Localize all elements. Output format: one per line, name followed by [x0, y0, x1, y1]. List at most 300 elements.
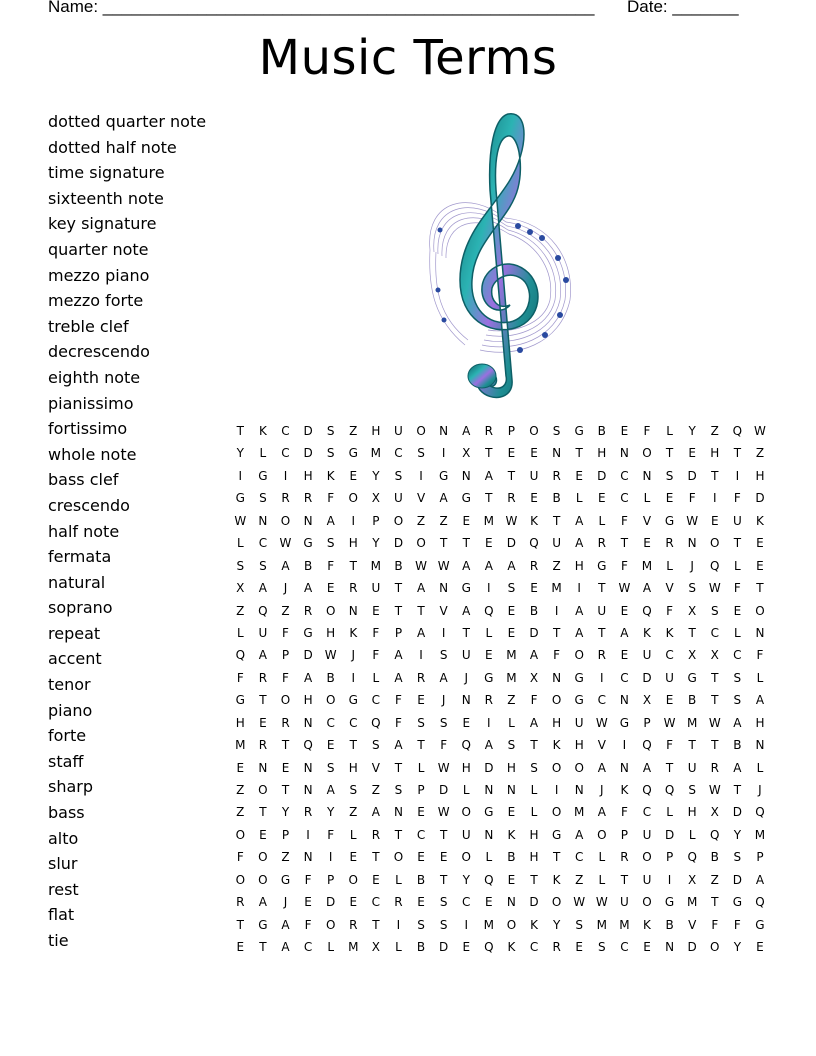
grid-letter: S: [688, 783, 696, 797]
word-list-item: staff: [48, 751, 84, 771]
grid-letter: T: [733, 783, 742, 797]
grid-letter: C: [349, 715, 358, 730]
grid-letter: G: [258, 468, 268, 483]
grid-letter: P: [665, 850, 674, 865]
grid-letter: Q: [461, 738, 471, 753]
grid-letter: T: [711, 738, 719, 753]
word-list-item: dotted half note: [48, 137, 177, 157]
grid-letter: U: [461, 648, 471, 663]
word-list-item: crescendo: [48, 495, 130, 515]
grid-letter: H: [529, 850, 539, 865]
word-search-grid: [229, 420, 771, 959]
grid-letter: H: [710, 446, 720, 461]
grid-letter: E: [372, 603, 380, 618]
grid-letter: I: [441, 625, 446, 640]
grid-letter: P: [756, 850, 764, 865]
grid-letter: Q: [642, 603, 652, 618]
grid-letter: G: [303, 536, 313, 551]
grid-letter: R: [484, 424, 493, 438]
grid-letter: X: [710, 648, 719, 663]
grid-letter: Y: [327, 805, 335, 820]
grid-letter: O: [642, 446, 652, 461]
grid-letter: E: [598, 491, 606, 506]
grid-letter: Q: [710, 558, 720, 573]
grid-letter: X: [688, 603, 697, 618]
grid-letter: A: [597, 805, 606, 820]
grid-letter: D: [687, 468, 697, 483]
grid-row: [229, 914, 771, 936]
grid-letter: E: [439, 850, 448, 865]
grid-row: [229, 465, 771, 487]
grid-letter: Z: [710, 424, 719, 438]
grid-letter: O: [235, 872, 246, 887]
grid-letter: D: [642, 670, 652, 685]
grid-letter: A: [281, 940, 290, 955]
grid-letter: L: [666, 558, 673, 573]
header: [48, 0, 739, 17]
grid-letter: F: [236, 850, 244, 865]
grid-letter: Q: [664, 783, 675, 797]
grid-row: [229, 487, 771, 509]
grid-letter: Y: [281, 805, 290, 820]
grid-letter: S: [688, 581, 696, 596]
grid-letter: T: [394, 827, 403, 842]
grid-letter: S: [507, 581, 516, 596]
grid-letter: E: [530, 581, 538, 596]
grid-letter: Z: [575, 872, 584, 887]
grid-letter: S: [394, 783, 403, 797]
grid-letter: X: [462, 446, 471, 461]
grid-letter: C: [620, 491, 629, 506]
grid-letter: A: [733, 760, 742, 775]
grid-letter: G: [348, 446, 358, 461]
grid-letter: Q: [732, 424, 743, 438]
grid-letter: N: [303, 760, 313, 775]
grid-letter: E: [417, 805, 425, 820]
grid-letter: G: [461, 491, 471, 506]
grid-letter: N: [755, 625, 765, 640]
word-list-item: alto: [48, 828, 79, 848]
grid-letter: W: [279, 536, 292, 551]
grid-letter: I: [712, 491, 717, 506]
grid-letter: U: [258, 625, 268, 640]
grid-letter: A: [484, 468, 493, 483]
grid-letter: Y: [552, 917, 561, 932]
grid-letter: K: [507, 827, 516, 842]
grid-letter: X: [529, 670, 539, 685]
grid-letter: W: [505, 513, 518, 528]
grid-letter: F: [440, 738, 448, 753]
word-list-item: mezzo piano: [48, 265, 150, 285]
grid-letter: O: [325, 693, 336, 708]
grid-letter: O: [710, 940, 720, 955]
name-label: Name: ____________________________________________________: [48, 0, 595, 16]
grid-letter: C: [281, 446, 290, 461]
grid-letter: E: [756, 558, 764, 573]
grid-letter: T: [439, 872, 448, 887]
grid-letter: E: [349, 468, 358, 483]
grid-letter: A: [326, 783, 335, 797]
word-list-item: quarter note: [48, 239, 149, 259]
grid-letter: Y: [372, 536, 380, 551]
grid-letter: U: [619, 895, 629, 910]
word-list-item: flat: [48, 905, 75, 925]
grid-letter: F: [282, 625, 289, 640]
grid-letter: D: [439, 940, 449, 955]
grid-letter: A: [575, 536, 584, 551]
grid-row: [229, 532, 771, 554]
grid-letter: Z: [507, 693, 516, 708]
grid-letter: C: [258, 536, 268, 551]
grid-letter: B: [710, 850, 719, 865]
grid-letter: O: [551, 693, 562, 708]
grid-letter: O: [393, 513, 404, 528]
word-list-item: key signature: [48, 214, 157, 234]
grid-letter: I: [306, 827, 310, 842]
grid-letter: H: [303, 693, 313, 708]
grid-letter: S: [575, 917, 584, 932]
grid-letter: N: [303, 513, 313, 528]
grid-letter: H: [461, 760, 471, 775]
grid-letter: H: [348, 760, 358, 775]
grid-letter: N: [461, 468, 471, 483]
grid-letter: D: [439, 783, 449, 797]
grid-letter: G: [258, 917, 268, 932]
grid-letter: O: [597, 827, 607, 842]
grid-letter: P: [394, 625, 403, 640]
grid-letter: E: [710, 513, 719, 528]
grid-letter: W: [415, 558, 427, 573]
grid-letter: S: [326, 446, 335, 461]
grid-letter: O: [416, 424, 426, 438]
grid-letter: T: [530, 872, 538, 887]
grid-row: [229, 577, 771, 599]
word-list-item: decrescendo: [48, 342, 150, 362]
grid-letter: A: [462, 424, 471, 438]
grid-letter: B: [303, 558, 313, 573]
grid-letter: G: [619, 715, 630, 730]
grid-letter: E: [259, 715, 267, 730]
grid-letter: R: [349, 917, 358, 932]
grid-letter: O: [393, 850, 404, 865]
grid-letter: G: [235, 491, 245, 506]
grid-letter: A: [281, 917, 290, 932]
grid-letter: T: [485, 446, 493, 461]
grid-letter: T: [711, 895, 719, 910]
grid-letter: U: [371, 581, 381, 596]
grid-letter: E: [643, 536, 651, 551]
grid-letter: C: [620, 670, 629, 685]
grid-letter: K: [643, 917, 651, 932]
grid-letter: S: [552, 424, 561, 438]
grid-letter: F: [282, 670, 289, 685]
grid-letter: L: [417, 760, 425, 775]
grid-letter: I: [622, 738, 627, 753]
grid-letter: F: [304, 872, 312, 887]
grid-letter: Q: [710, 827, 720, 842]
grid-letter: C: [597, 693, 606, 708]
grid-letter: Q: [484, 872, 494, 887]
grid-letter: K: [552, 872, 561, 887]
grid-letter: T: [281, 783, 290, 797]
grid-letter: O: [642, 850, 652, 865]
grid-letter: E: [462, 940, 471, 955]
grid-letter: T: [507, 468, 516, 483]
grid-letter: T: [733, 446, 742, 461]
grid-letter: C: [462, 895, 471, 910]
grid-letter: U: [394, 424, 403, 438]
grid-letter: T: [259, 805, 267, 820]
grid-letter: G: [574, 670, 584, 685]
grid-letter: I: [487, 581, 491, 596]
grid-letter: S: [236, 558, 245, 573]
grid-letter: G: [461, 581, 471, 596]
grid-letter: N: [619, 693, 629, 708]
grid-letter: F: [666, 738, 674, 753]
word-list-item: half note: [48, 521, 120, 541]
grid-letter: S: [326, 536, 335, 551]
grid-letter: S: [259, 491, 267, 506]
grid-letter: W: [663, 715, 676, 730]
grid-letter: T: [236, 424, 244, 438]
grid-letter: E: [462, 513, 471, 528]
grid-letter: N: [484, 827, 494, 842]
grid-letter: A: [258, 581, 267, 596]
grid-letter: T: [552, 513, 561, 528]
grid-letter: S: [439, 715, 448, 730]
grid-letter: F: [327, 558, 335, 573]
grid-letter: A: [484, 558, 493, 573]
grid-letter: C: [371, 895, 381, 910]
grid-letter: O: [416, 536, 426, 551]
grid-letter: F: [395, 693, 402, 708]
grid-letter: T: [417, 603, 425, 618]
grid-letter: H: [326, 625, 336, 640]
grid-letter: L: [688, 827, 696, 842]
grid-letter: C: [710, 625, 719, 640]
grid-letter: K: [507, 940, 516, 955]
grid-letter: M: [348, 940, 359, 955]
grid-letter: A: [416, 625, 426, 640]
grid-letter: T: [349, 558, 357, 573]
grid-letter: T: [462, 625, 470, 640]
grid-letter: C: [665, 648, 674, 663]
grid-letter: L: [598, 513, 606, 528]
grid-letter: P: [507, 424, 516, 438]
grid-letter: W: [595, 895, 608, 910]
grid-letter: Y: [462, 872, 470, 887]
grid-letter: K: [756, 513, 764, 528]
grid-letter: T: [575, 446, 583, 461]
date-label: Date: _______: [627, 0, 739, 16]
grid-letter: W: [437, 805, 450, 820]
grid-letter: T: [665, 760, 674, 775]
grid-letter: K: [258, 424, 267, 438]
grid-row: [229, 936, 771, 958]
grid-letter: F: [530, 693, 538, 708]
grid-letter: C: [642, 805, 652, 820]
grid-letter: N: [506, 895, 516, 910]
word-list-item: accent: [48, 649, 102, 669]
grid-letter: V: [642, 513, 652, 528]
grid-letter: L: [666, 805, 673, 820]
grid-letter: U: [597, 603, 607, 618]
grid-letter: P: [620, 827, 629, 842]
grid-letter: R: [236, 895, 245, 910]
grid-letter: P: [372, 513, 380, 528]
grid-letter: I: [735, 468, 740, 483]
grid-letter: R: [597, 648, 606, 663]
grid-letter: E: [530, 446, 538, 461]
grid-letter: E: [485, 895, 493, 910]
grid-letter: R: [507, 491, 516, 506]
word-list-item: fermata: [48, 547, 112, 567]
grid-letter: H: [687, 805, 697, 820]
grid-letter: S: [417, 715, 425, 730]
grid-letter: O: [551, 760, 562, 775]
grid-letter: F: [304, 917, 312, 932]
grid-row: [229, 442, 771, 464]
grid-letter: R: [303, 603, 313, 618]
grid-letter: Q: [755, 805, 765, 820]
grid-letter: F: [372, 648, 380, 663]
grid-letter: S: [530, 760, 538, 775]
grid-letter: P: [281, 827, 290, 842]
grid-letter: R: [620, 850, 629, 865]
grid-letter: E: [326, 581, 335, 596]
grid-letter: T: [552, 625, 561, 640]
grid-letter: N: [303, 850, 313, 865]
grid-letter: F: [666, 603, 674, 618]
grid-letter: O: [325, 603, 336, 618]
grid-letter: Z: [281, 603, 290, 618]
grid-letter: M: [574, 805, 585, 820]
grid-letter: S: [710, 603, 719, 618]
grid-letter: I: [419, 648, 423, 663]
grid-letter: O: [529, 424, 539, 438]
grid-letter: V: [439, 603, 448, 618]
grid-letter: S: [733, 693, 742, 708]
grid-letter: I: [600, 670, 604, 685]
grid-letter: T: [688, 625, 696, 640]
grid-letter: E: [507, 625, 516, 640]
grid-letter: D: [664, 827, 675, 842]
grid-letter: C: [303, 940, 313, 955]
grid-letter: D: [529, 625, 539, 640]
grid-letter: J: [600, 783, 604, 797]
grid-letter: Z: [710, 872, 719, 887]
grid-letter: W: [686, 513, 699, 528]
grid-letter: N: [393, 805, 403, 820]
grid-row: [229, 622, 771, 644]
grid-letter: A: [462, 558, 471, 573]
grid-letter: Y: [733, 940, 742, 955]
grid-letter: K: [530, 513, 538, 528]
grid-letter: D: [755, 491, 765, 506]
grid-letter: F: [756, 648, 764, 663]
grid-letter: S: [417, 917, 425, 932]
grid-letter: X: [236, 581, 245, 596]
page-title: Music Terms: [258, 30, 558, 86]
grid-letter: B: [597, 424, 606, 438]
grid-letter: R: [529, 558, 539, 573]
grid-letter: J: [690, 558, 694, 573]
grid-letter: H: [552, 715, 562, 730]
grid-letter: Z: [236, 805, 245, 820]
grid-letter: X: [371, 940, 380, 955]
grid-letter: O: [642, 895, 652, 910]
grid-letter: F: [372, 625, 380, 640]
word-list-item: forte: [48, 726, 87, 746]
grid-letter: Z: [349, 805, 358, 820]
grid-letter: W: [618, 581, 631, 596]
grid-letter: G: [484, 670, 494, 685]
grid-letter: O: [258, 872, 268, 887]
grid-letter: A: [575, 513, 584, 528]
grid-letter: T: [394, 581, 403, 596]
grid-letter: M: [641, 558, 653, 573]
grid-letter: T: [417, 738, 425, 753]
grid-letter: N: [258, 760, 268, 775]
grid-letter: F: [711, 917, 719, 932]
grid-letter: N: [484, 783, 494, 797]
grid-letter: E: [507, 603, 516, 618]
grid-letter: K: [326, 468, 335, 483]
grid-row: [229, 510, 771, 532]
grid-letter: I: [238, 468, 243, 483]
grid-letter: X: [371, 491, 380, 506]
grid-letter: K: [552, 738, 561, 753]
grid-letter: U: [529, 468, 539, 483]
grid-letter: L: [236, 536, 244, 551]
grid-letter: J: [283, 581, 288, 596]
grid-letter: F: [395, 715, 402, 730]
grid-letter: E: [236, 760, 245, 775]
grid-letter: R: [552, 468, 561, 483]
grid-letter: A: [303, 670, 313, 685]
grid-letter: M: [235, 738, 246, 753]
grid-letter: S: [439, 648, 448, 663]
grid-letter: R: [303, 491, 313, 506]
grid-letter: E: [507, 805, 516, 820]
grid-letter: R: [710, 760, 719, 775]
grid-letter: Z: [236, 783, 245, 797]
grid-letter: T: [372, 917, 380, 932]
grid-letter: G: [235, 693, 245, 708]
grid-letter: J: [441, 693, 446, 708]
grid-row: [229, 757, 771, 779]
grid-row: [229, 846, 771, 868]
grid-letter: O: [574, 760, 584, 775]
grid-letter: P: [643, 715, 651, 730]
grid-letter: Z: [552, 558, 561, 573]
grid-row: [229, 689, 771, 711]
grid-letter: T: [688, 738, 696, 753]
grid-letter: L: [462, 783, 470, 797]
grid-letter: R: [416, 670, 426, 685]
grid-letter: A: [326, 513, 335, 528]
grid-letter: A: [258, 648, 267, 663]
grid-letter: A: [281, 558, 290, 573]
grid-letter: R: [552, 940, 561, 955]
grid-letter: N: [755, 738, 765, 753]
word-list-item: tenor: [48, 675, 91, 695]
grid-row: [229, 644, 771, 666]
word-list-item: whole note: [48, 444, 137, 464]
grid-letter: A: [484, 738, 493, 753]
grid-letter: A: [642, 581, 652, 596]
grid-letter: A: [371, 805, 380, 820]
